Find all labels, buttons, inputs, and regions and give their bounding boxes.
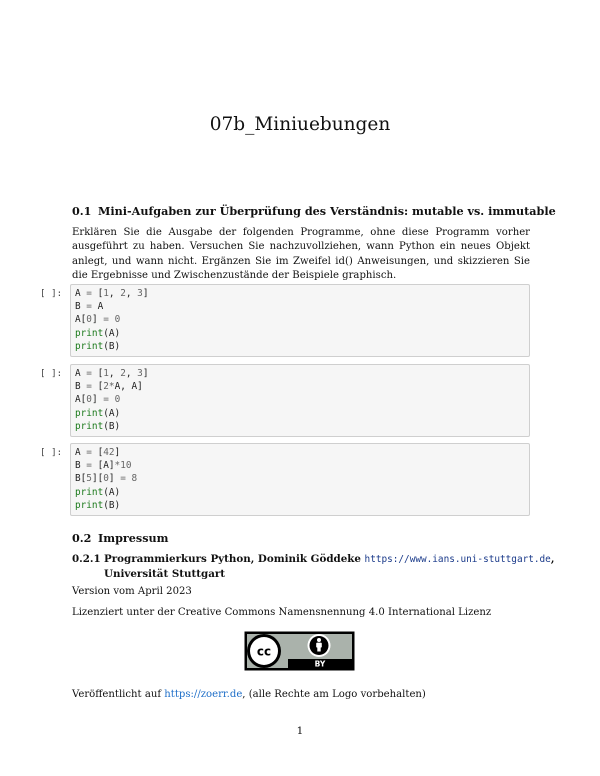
section-heading-impressum — [72, 531, 168, 545]
badge-label: BY — [314, 659, 326, 669]
cell-prompt: [ ]: — [40, 288, 63, 299]
published-line — [72, 689, 426, 700]
code-line: A[0] = 0 — [75, 394, 121, 406]
code-block[interactable] — [71, 365, 529, 435]
zoerr-link[interactable]: https://zoerr.de — [164, 689, 243, 700]
subsection-title: Programmierkurs Python, Dominik Göddeke — [104, 553, 361, 565]
code-block[interactable] — [71, 285, 529, 355]
code-line: B = [A]*10 — [75, 460, 132, 472]
cc-by-logo — [244, 631, 355, 671]
code-line: A[0] = 0 — [75, 314, 121, 326]
code-line: print(A) — [75, 407, 121, 419]
code-block[interactable] — [71, 444, 529, 514]
cell-prompt: [ ]: — [40, 447, 63, 458]
code-line: print(B) — [75, 499, 121, 511]
cc-by-license-badge[interactable] — [244, 631, 355, 671]
section-number: 0.2 — [72, 531, 92, 545]
code-cell-2[interactable] — [70, 364, 530, 437]
published-prefix: Veröffentlicht auf — [72, 689, 165, 700]
subsection-heading: 0.2.1 Programmierkurs Python, Dominik Göddeke https://www.ians.uni-stuttgart.de, Universität Stuttgart — [72, 553, 555, 580]
version-text: Version vom April 2023 — [72, 586, 192, 597]
code-line: B = A — [75, 301, 104, 313]
code-line: A = [1, 2, 3] — [75, 368, 149, 379]
license-text: Lizenziert unter der Creative Commons Namensnennung 4.0 International Lizenz — [72, 607, 492, 618]
code-line: print(A) — [75, 486, 121, 498]
code-line: print(B) — [75, 420, 121, 432]
code-line: B = [2*A, A] — [75, 381, 143, 393]
section-title: Impressum — [98, 531, 169, 545]
published-suffix: , (alle Rechte am Logo vorbehalten) — [242, 689, 426, 700]
code-cell-3[interactable] — [70, 443, 530, 516]
section-title: Mini-Aufgaben zur Überprüfung des Verständnis: mutable vs. immutable — [98, 204, 556, 218]
page-number: 1 — [296, 725, 304, 737]
notebook-title: 07b_Miniuebungen — [209, 114, 391, 135]
section-heading-mutable — [72, 204, 556, 218]
code-line: print(A) — [75, 327, 121, 339]
subsection-number: 0.2.1 — [72, 553, 101, 565]
code-line: B[5][0] = 8 — [75, 473, 138, 485]
svg-text:cc: cc — [256, 644, 272, 659]
cell-prompt: [ ]: — [40, 368, 63, 379]
university-name: Universität Stuttgart — [104, 568, 226, 580]
section-number: 0.1 — [72, 204, 92, 218]
instructions-paragraph: Erklären Sie die Ausgabe der folgenden Programme, ohne diese Programm vorher ausgeführt zu haben. Versuchen Sie nachzuvollziehen, wann Python ein neues Objekt anlegt, und wann nicht. Ergänzen Sie im Zweifel id() Anweisungen, und skizzieren Sie die Ergebnisse und Zwischenzustände der Beispiele graphisch. — [72, 227, 530, 281]
code-line: A = [1, 2, 3] — [75, 288, 149, 299]
institute-link[interactable]: https://www.ians.uni-stuttgart.de — [364, 554, 551, 565]
code-cell-1[interactable] — [70, 284, 530, 357]
code-line: A = [42] — [75, 447, 121, 458]
code-line: print(B) — [75, 340, 121, 352]
